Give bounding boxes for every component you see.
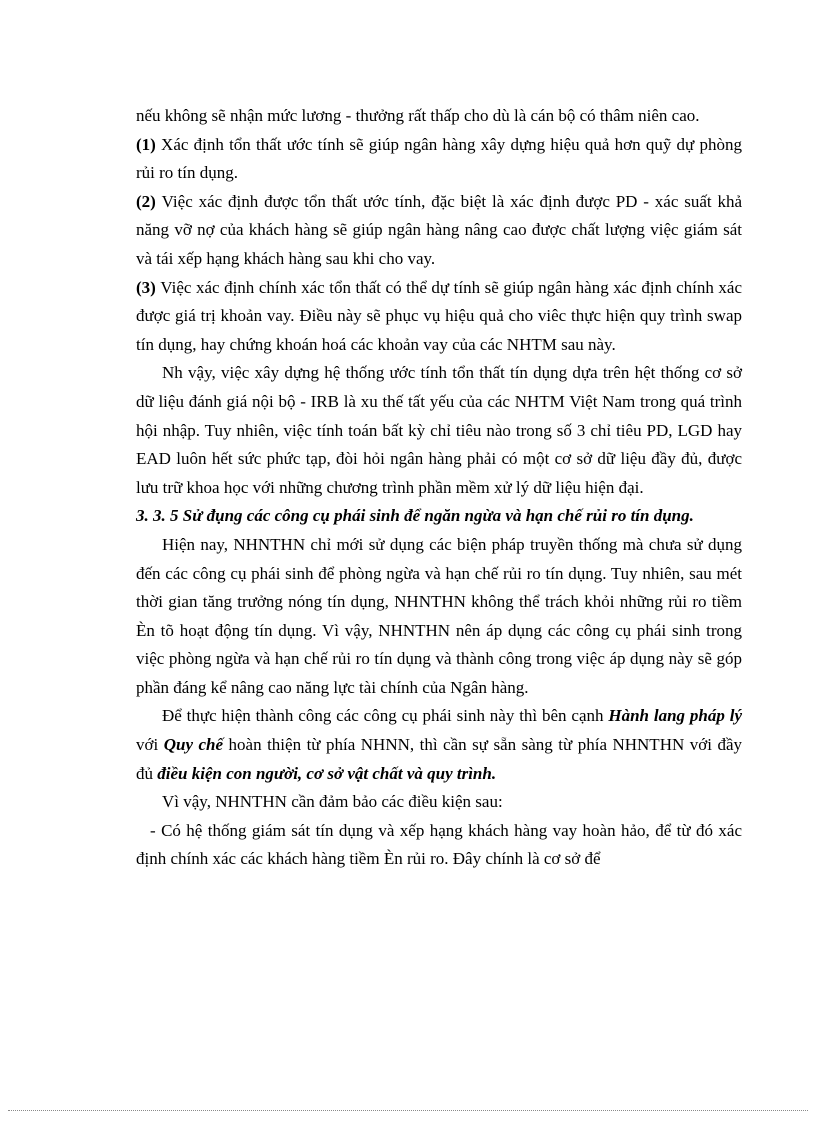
- paragraph-bullet-monitoring: [136, 817, 742, 874]
- paragraph-point-2: [136, 188, 742, 274]
- text-run: Việc xác định được tổn thất ước tính, đặc biệt là xác định được PD - xác suất khả năng vỡ nợ của khách hàng sẽ giúp ngân hàng nâng cao được chất lượng việc giám sát và tái xếp hạng khách hàng sau khi cho vay.: [136, 191, 742, 268]
- text-run: Quy chế: [163, 735, 224, 755]
- paragraph-ensure-conditions: [136, 788, 742, 817]
- paragraph-conditions: [136, 702, 742, 788]
- paragraph-point-1: [136, 131, 742, 188]
- text-run: Xác định tổn thất ước tính sẽ giúp ngân hàng xây dựng hiệu quả hơn quỹ dự phòng rủi ro tín dụng.: [136, 134, 742, 183]
- text-run: điều kiện con người, cơ sở vật chất và quy trình.: [157, 763, 497, 783]
- text-run: Để thực hiện thành công các công cụ phái sinh này thì bên cạnh: [162, 706, 609, 726]
- heading-3-3-5: [136, 502, 742, 531]
- text-run: hoàn thiện từ phía NHNN, thì cần sự sẵn sàng từ phía NHNTHN với đầy đủ: [136, 735, 742, 783]
- paragraph-continuation: [136, 102, 742, 131]
- paragraph-derivatives-intro: [136, 531, 742, 703]
- text-run: Hiện nay, NHNTHN chỉ mới sử dụng các biện pháp truyền thống mà chưa sử dụng đến các công cụ phái sinh để phòng ngừa và hạn chế rủi ro tín dụng. Tuy nhiên, sau mét thời gian tăng trưởng nóng tín dụng, NHNTHN không thể trách khỏi những rủi ro tiềm Èn tõ hoạt động tín dụng. Vì vậy, NHNTHN nên áp dụng các công cụ phái sinh trong việc phòng ngừa và hạn chế rủi ro tín dụng và thành công trong việc áp dụng này sẽ góp phần đáng kể nâng cao năng lực tài chính của Ngân hàng.: [136, 534, 742, 697]
- text-run: Việc xác định chính xác tổn thất có thể dự tính sẽ giúp ngân hàng xác định chính xác được giá trị khoản vay. Điều này sẽ phục vụ hiệu quả cho viêc thực hiện quy trình swap tín dụng, hay chứng khoán hoá các khoản vay của các NHTM sau này.: [136, 277, 742, 354]
- page-bottom-dotted-rule: [8, 1110, 808, 1111]
- text-run: (2): [136, 191, 162, 211]
- paragraph-point-3: [136, 274, 742, 360]
- text-run: Vì vậy, NHNTHN cần đảm bảo các điều kiện sau:: [162, 792, 503, 812]
- text-run: (3): [136, 277, 161, 297]
- paragraph-irb-summary: [136, 359, 742, 502]
- text-run: 3. 3. 5 Sử đụng các công cụ phái sinh để ngăn ngừa và hạn chế rủi ro tín dụng.: [136, 506, 694, 526]
- text-run: - Có hệ thống giám sát tín dụng và xếp hạng khách hàng vay hoàn hảo, để từ đó xác định chính xác các khách hàng tiềm Èn rủi ro. Đây chính là cơ sở để: [136, 820, 742, 869]
- text-run: (1): [136, 134, 162, 154]
- text-run: Hành lang pháp lý: [608, 706, 742, 726]
- document-body: [136, 102, 742, 874]
- text-run: với: [136, 735, 164, 755]
- text-run: Nh vậy, việc xây dựng hệ thống ước tính tổn thất tín dụng dựa trên hệt thống cơ sở dữ liệu đánh giá nội bộ - IRB là xu thế tất yếu của các NHTM Việt Nam trong quá trình hội nhập. Tuy nhiên, việc tính toán bất kỳ chỉ tiêu nào trong số 3 chỉ tiêu PD, LGD hay EAD luôn hết sức phức tạp, đòi hỏi ngân hàng phải có một cơ sở dữ liệu đầy đủ, được lưu trữ khoa học với những chương trình phần mềm xử lý dữ liệu hiện đại.: [136, 363, 742, 497]
- text-run: nếu không sẽ nhận mức lương - thưởng rất thấp cho dù là cán bộ có thâm niên cao.: [136, 106, 700, 125]
